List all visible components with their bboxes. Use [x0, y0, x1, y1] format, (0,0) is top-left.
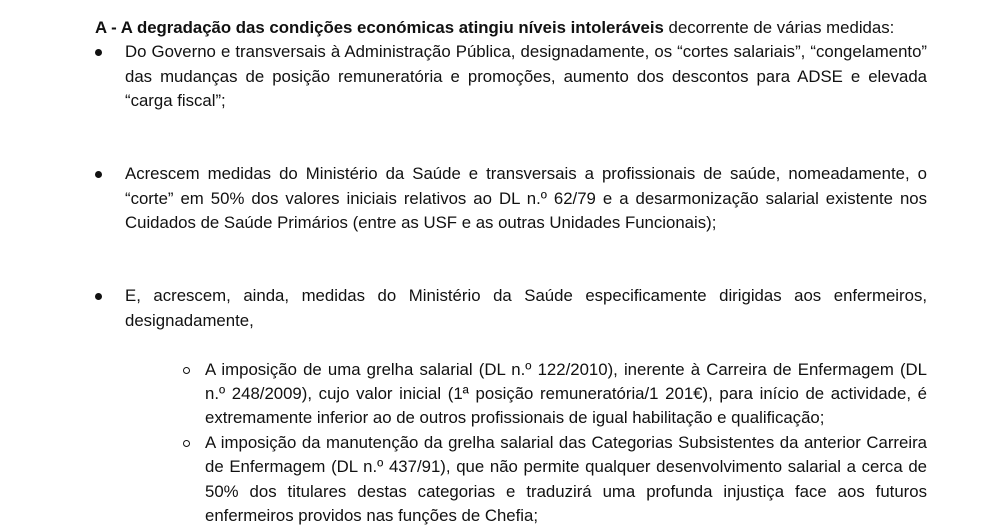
sub-bullet-item [185, 431, 927, 528]
sub-bullet-text: A imposição da manutenção da grelha salarial das Categorias Subsistentes da anterior Carreira de Enfermagem (DL n.º 437/91), que não permite qualquer desenvolvimento salarial a cerca de 50% dos titulares destas categorias e traduzirá uma profunda injustiça face aos futuros enfermeiros providos nas funções de Chefia; [205, 432, 927, 526]
paragraph-gap [95, 333, 927, 357]
document-page [95, 16, 927, 528]
paragraph-gap [95, 236, 927, 285]
bullet-item [95, 40, 927, 113]
section-heading-bold: A - A degradação das condições económicas atingiu níveis intoleráveis [95, 18, 664, 37]
sub-bullet-text: A imposição de uma grelha salarial (DL n.º 122/2010), inerente à Carreira de Enfermagem (DL n.º 248/2009), cujo valor inicial (1ª posição remuneratória/1 201€), para início de actividade, é extremamente inferior ao de outros profissionais de igual habilitação e qualificação; [205, 359, 927, 428]
bullet-dot-icon [95, 49, 102, 56]
section-heading [95, 16, 927, 40]
bullet-text: Do Governo e transversais à Administração Pública, designadamente, os “cortes salariais”, “congelamento” das mudanças de posição remuneratória e promoções, aumento dos descontos para ADSE e elevada “carga fiscal”; [125, 42, 927, 111]
bullet-text: Acrescem medidas do Ministério da Saúde e transversais a profissionais de saúde, nomeadamente, o “corte” em 50% dos valores iniciais relativos ao DL n.º 62/79 e a desarmonização salarial existente nos Cuidados de Saúde Primários (entre as USF e as outras Unidades Funcionais); [125, 164, 927, 233]
bullet-dot-icon [95, 293, 102, 300]
section-heading-rest: decorrente de várias medidas: [663, 18, 895, 37]
hollow-circle-bullet-icon [183, 367, 190, 374]
bullet-item [95, 162, 927, 235]
hollow-circle-bullet-icon [183, 440, 190, 447]
sub-bullet-item [185, 358, 927, 431]
paragraph-gap [95, 114, 927, 163]
bullet-text: E, acrescem, ainda, medidas do Ministério da Saúde especificamente dirigidas aos enfermeiros, designadamente, [125, 286, 927, 330]
bullet-item [95, 284, 927, 333]
bullet-dot-icon [95, 171, 102, 178]
